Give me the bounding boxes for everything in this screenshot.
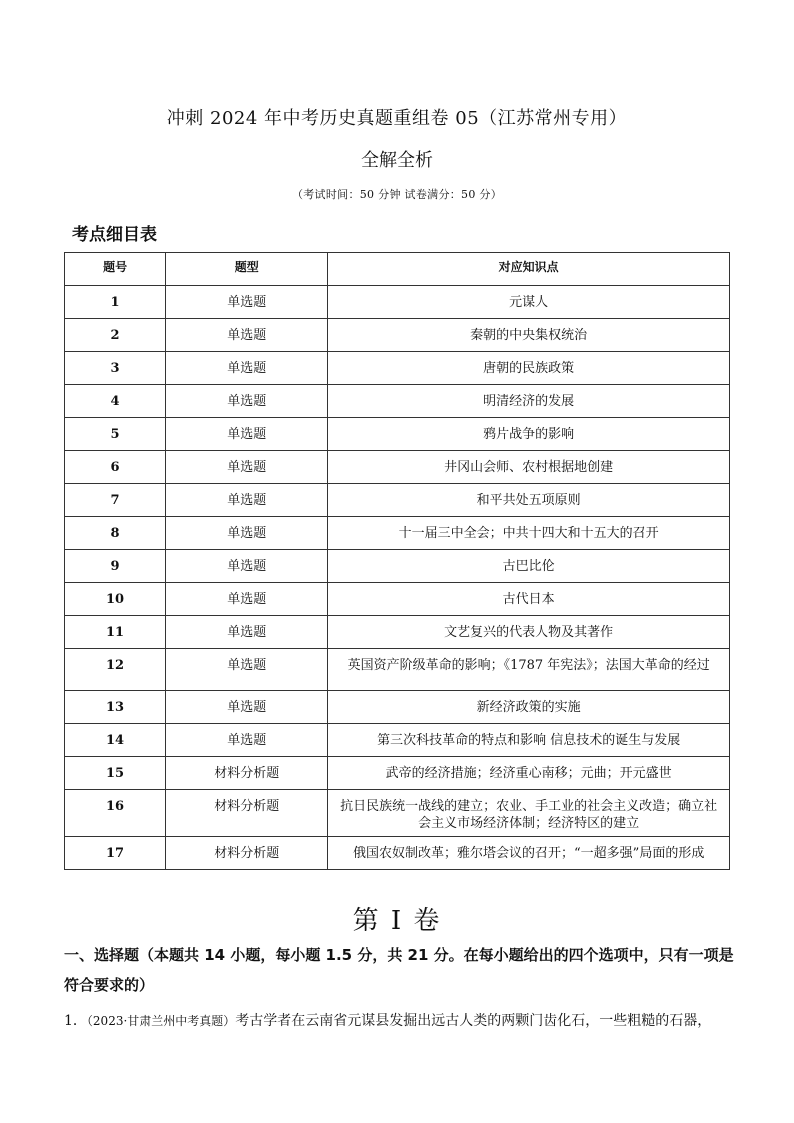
row-number: 13 (65, 691, 166, 724)
row-knowledge-point: 元谋人 (328, 286, 730, 319)
row-type: 单选题 (166, 286, 328, 319)
row-number: 7 (65, 484, 166, 517)
row-number: 17 (65, 837, 166, 870)
table-row (65, 550, 730, 583)
row-type: 单选题 (166, 484, 328, 517)
document-subtitle: 全解全析 (361, 150, 433, 171)
row-type: 材料分析题 (166, 837, 328, 870)
row-knowledge-point: 武帝的经济措施；经济重心南移；元曲；开元盛世 (328, 757, 730, 790)
table-row (65, 319, 730, 352)
row-knowledge-point: 秦朝的中央集权统治 (328, 319, 730, 352)
row-knowledge-point: 抗日民族统一战线的建立；农业、手工业的社会主义改造；确立社会主义市场经济体制；经济特区的建立 (328, 790, 730, 837)
row-type: 单选题 (166, 724, 328, 757)
table-row (65, 757, 730, 790)
row-number: 5 (65, 418, 166, 451)
column-header-type: 题型 (166, 253, 328, 286)
detail-table (64, 252, 730, 870)
row-type: 单选题 (166, 385, 328, 418)
row-type: 单选题 (166, 451, 328, 484)
table-row (65, 286, 730, 319)
question-number: 1． (64, 1013, 87, 1029)
row-type: 单选题 (166, 691, 328, 724)
row-knowledge-point: 鸦片战争的影响 (328, 418, 730, 451)
table-header-row (65, 253, 730, 286)
table-row (65, 691, 730, 724)
section-one-instructions: 一、选择题（本题共 14 小题，每小题 1.5 分，共 21 分。在每小题给出的四个选项中，只有一项是符合要求的） (64, 946, 734, 994)
table-row (65, 790, 730, 837)
row-knowledge-point: 十一届三中全会；中共十四大和十五大的召开 (328, 517, 730, 550)
question-1 (64, 1010, 734, 1032)
table-row (65, 837, 730, 870)
row-knowledge-point: 第三次科技革命的特点和影响 信息技术的诞生与发展 (328, 724, 730, 757)
part-title: 第 I 卷 (352, 906, 442, 936)
row-type: 单选题 (166, 517, 328, 550)
table-row (65, 649, 730, 691)
row-knowledge-point: 文艺复兴的代表人物及其著作 (328, 616, 730, 649)
table-row (65, 724, 730, 757)
row-knowledge-point: 新经济政策的实施 (328, 691, 730, 724)
row-type: 单选题 (166, 550, 328, 583)
document-title: 冲刺 2024 年中考历史真题重组卷 05（江苏常州专用） (166, 108, 628, 129)
row-number: 4 (65, 385, 166, 418)
row-type: 单选题 (166, 649, 328, 691)
row-type: 单选题 (166, 418, 328, 451)
row-type: 单选题 (166, 616, 328, 649)
question-source: （2023·甘肃兰州中考真题） (86, 1014, 236, 1028)
table-row (65, 583, 730, 616)
row-type: 单选题 (166, 319, 328, 352)
row-number: 12 (65, 649, 166, 691)
row-number: 8 (65, 517, 166, 550)
table-row (65, 418, 730, 451)
column-header-knowledge-point: 对应知识点 (328, 253, 730, 286)
row-type: 材料分析题 (166, 757, 328, 790)
detail-table-heading: 考点细目表 (72, 225, 157, 245)
table-row (65, 385, 730, 418)
exam-info: （考试时间：50 分钟 试卷满分：50 分） (291, 188, 503, 201)
row-number: 10 (65, 583, 166, 616)
row-type: 单选题 (166, 583, 328, 616)
row-knowledge-point: 唐朝的民族政策 (328, 352, 730, 385)
row-number: 16 (65, 790, 166, 837)
table-row (65, 451, 730, 484)
row-number: 3 (65, 352, 166, 385)
row-number: 1 (65, 286, 166, 319)
table-row (65, 616, 730, 649)
row-knowledge-point: 英国资产阶级革命的影响；《1787 年宪法》；法国大革命的经过 (328, 649, 730, 691)
row-type: 单选题 (166, 352, 328, 385)
column-header-number: 题号 (65, 253, 166, 286)
row-knowledge-point: 俄国农奴制改革；雅尔塔会议的召开；“一超多强”局面的形成 (328, 837, 730, 870)
row-number: 11 (65, 616, 166, 649)
row-number: 9 (65, 550, 166, 583)
row-knowledge-point: 明清经济的发展 (328, 385, 730, 418)
row-knowledge-point: 井冈山会师、农村根据地创建 (328, 451, 730, 484)
row-number: 14 (65, 724, 166, 757)
row-knowledge-point: 和平共处五项原则 (328, 484, 730, 517)
table-row (65, 352, 730, 385)
row-knowledge-point: 古巴比伦 (328, 550, 730, 583)
table-row (65, 484, 730, 517)
question-text: 考古学者在云南省元谋县发掘出远古人类的两颗门齿化石，一些粗糙的石器， (235, 1013, 712, 1029)
row-knowledge-point: 古代日本 (328, 583, 730, 616)
row-number: 15 (65, 757, 166, 790)
table-row (65, 517, 730, 550)
row-type: 材料分析题 (166, 790, 328, 837)
row-number: 6 (65, 451, 166, 484)
row-number: 2 (65, 319, 166, 352)
